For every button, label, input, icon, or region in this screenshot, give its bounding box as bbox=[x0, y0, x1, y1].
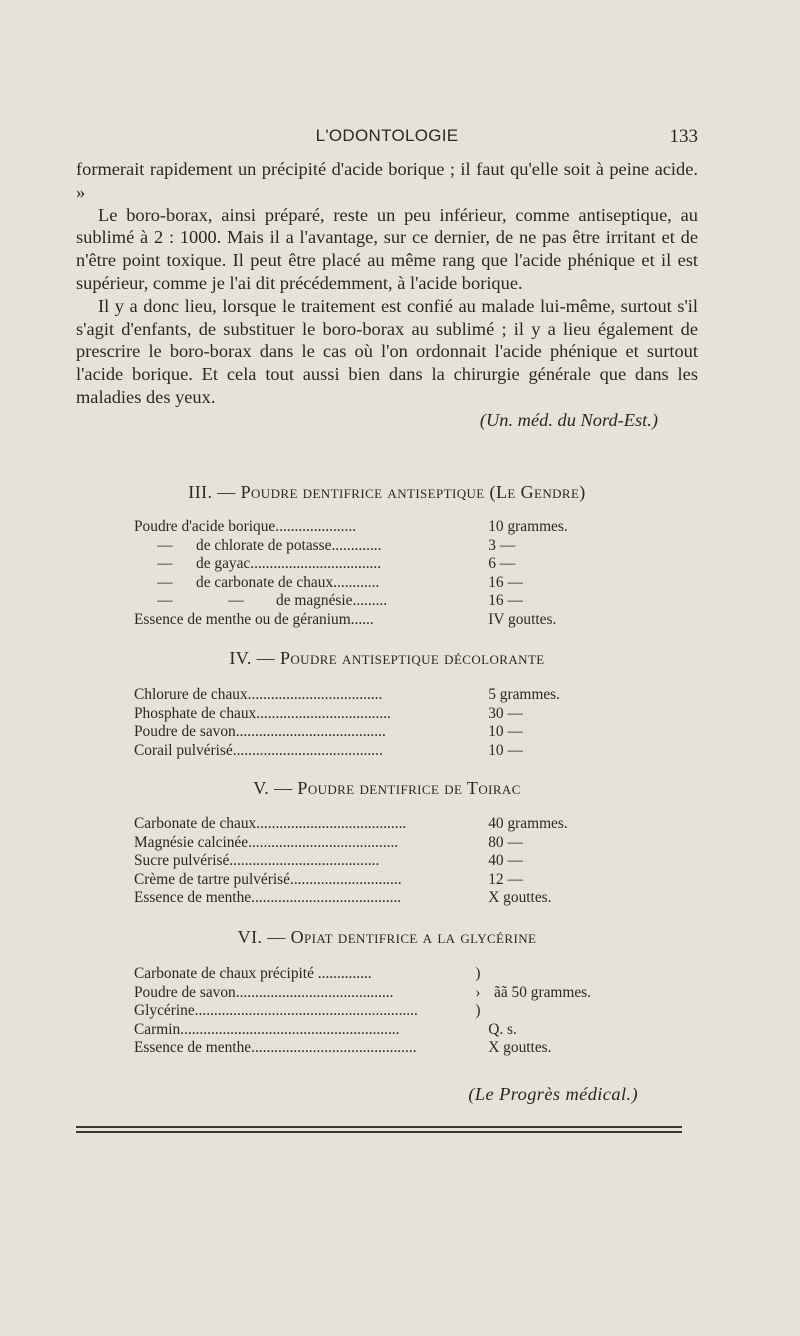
ingredient: Phosphate de chaux................................... bbox=[134, 704, 391, 722]
ditto-mark: — bbox=[157, 555, 173, 573]
quantity: Q. s. bbox=[488, 1020, 517, 1038]
running-title: L'ODONTOLOGIE bbox=[315, 126, 459, 145]
ingredient: Essence de menthe........................................... bbox=[134, 1039, 417, 1057]
ingredient: de chlorate de potasse............. bbox=[196, 536, 382, 554]
section-title-6 bbox=[76, 927, 698, 948]
quantity: X gouttes. bbox=[488, 1039, 552, 1057]
recipe-row bbox=[134, 1002, 634, 1021]
brace-glyph: ) › ) bbox=[475, 965, 481, 1020]
section-number: IV. — bbox=[229, 648, 276, 668]
recipe-row bbox=[134, 852, 634, 871]
recipe-5 bbox=[134, 815, 634, 908]
quantity: 10 — bbox=[488, 741, 523, 759]
recipe-row bbox=[134, 686, 634, 705]
divider-rule bbox=[76, 1126, 682, 1128]
ditto-mark: — bbox=[157, 536, 173, 554]
quantity: 30 — bbox=[488, 704, 523, 722]
recipe-row bbox=[134, 555, 634, 574]
quantity: 40 grammes. bbox=[488, 815, 568, 832]
section-heading: Poudre dentifrice de Toirac bbox=[297, 778, 521, 798]
ditto-mark: — bbox=[228, 592, 244, 610]
ditto-mark: — bbox=[157, 573, 173, 591]
recipe-row bbox=[134, 1021, 634, 1040]
ditto-mark: — bbox=[157, 592, 173, 610]
brace-group bbox=[134, 965, 634, 1021]
section-title-4 bbox=[76, 648, 698, 669]
recipe-row bbox=[134, 518, 634, 537]
quantity: 40 — bbox=[488, 852, 523, 870]
recipe-row bbox=[134, 574, 634, 593]
recipe-row bbox=[134, 834, 634, 853]
section-number: VI. — bbox=[237, 927, 286, 947]
recipe-6 bbox=[134, 965, 634, 1058]
recipe-row bbox=[134, 815, 634, 834]
paragraph-2: Le boro-borax, ainsi préparé, reste un peu inférieur, comme antiseptique, au sublimé à 2 : 1000. Mais il a l'avantage, sur ce dernier, de ne pas être irritant et de n'être point toxique. Il peut être placé au même rang que l'acide phénique et il est supérieur, comme je l'ai dit précédemment, à l'acide borique. bbox=[76, 204, 698, 293]
quantity: IV gouttes. bbox=[488, 610, 557, 628]
recipe-row bbox=[134, 592, 634, 611]
recipe-3 bbox=[134, 518, 634, 630]
recipe-4 bbox=[134, 686, 634, 760]
recipe-row bbox=[134, 723, 634, 742]
section-heading: Opiat dentifrice a la glycérine bbox=[290, 927, 537, 947]
ingredient: Carmin......................................................... bbox=[134, 1020, 400, 1038]
quantity: 3 — bbox=[488, 536, 516, 554]
recipe-row bbox=[134, 742, 634, 761]
page-number: 133 bbox=[669, 126, 698, 147]
ingredient: de gayac.................................. bbox=[196, 555, 382, 573]
ingredient: Essence de menthe ou de géranium...... bbox=[134, 610, 374, 628]
recipe-row bbox=[134, 1039, 634, 1058]
quantity: 16 — bbox=[488, 592, 523, 610]
ingredient: Sucre pulvérisé....................................... bbox=[134, 852, 380, 870]
ingredient: Glycérine.......................................................... bbox=[134, 1002, 418, 1020]
divider-rule bbox=[76, 1131, 682, 1133]
quantity: 10 grammes. bbox=[488, 518, 568, 535]
ingredient: Chlorure de chaux................................... bbox=[134, 686, 383, 703]
quantity: 16 — bbox=[488, 573, 523, 591]
ingredient: de magnésie......... bbox=[276, 592, 388, 610]
quantity: 5 grammes. bbox=[488, 686, 561, 703]
recipe-row bbox=[134, 871, 634, 890]
ingredient: Magnésie calcinée....................................... bbox=[134, 833, 399, 851]
ingredient: Poudre de savon......................................... bbox=[134, 983, 394, 1001]
quantity: X gouttes. bbox=[488, 889, 552, 907]
quantity: 80 — bbox=[488, 833, 523, 851]
ingredient: Essence de menthe....................................... bbox=[134, 889, 402, 907]
section-heading: Poudre dentifrice antiseptique (Le Gendre) bbox=[240, 482, 586, 502]
running-head bbox=[76, 126, 698, 152]
source-citation: (Un. méd. du Nord-Est.) bbox=[479, 409, 658, 430]
ingredient: Crème de tartre pulvérisé............................. bbox=[134, 870, 402, 888]
recipe-row bbox=[134, 889, 634, 908]
section-number: III. — bbox=[188, 482, 236, 502]
recipe-row bbox=[134, 537, 634, 556]
quantity: 6 — bbox=[488, 555, 516, 573]
recipe-row bbox=[134, 965, 634, 984]
recipe-row bbox=[134, 611, 634, 630]
ingredient: Poudre de savon....................................... bbox=[134, 723, 386, 741]
recipe-row bbox=[134, 705, 634, 724]
ingredient: Carbonate de chaux précipité .............. bbox=[134, 965, 372, 982]
section-number: V. — bbox=[253, 778, 293, 798]
section-title-5 bbox=[76, 778, 698, 799]
quantity: 12 — bbox=[488, 870, 523, 888]
body-text bbox=[76, 158, 698, 432]
paragraph-3: Il y a donc lieu, lorsque le traitement est confié au malade lui-même, surtout s'il s'agit d'enfants, de substituer le boro-borax au sublimé ; il y a lieu également de prescrire le boro-borax dans le cas où l'on ordonnait l'acide phénique et surtout l'acide borique. Et cela tout aussi bien dans la chirurgie générale que dans les maladies des yeux. bbox=[76, 295, 698, 407]
ingredient: de carbonate de chaux............ bbox=[196, 573, 380, 591]
quantity: 10 — bbox=[488, 723, 523, 741]
quantity: ãã 50 grammes. bbox=[494, 984, 592, 1001]
ingredient: Carbonate de chaux....................................... bbox=[134, 815, 407, 832]
paragraph-1: formerait rapidement un précipité d'acide borique ; il faut qu'elle soit à peine acide. » bbox=[76, 159, 698, 202]
source-citation-2: (Le Progrès médical.) bbox=[468, 1084, 638, 1104]
section-heading: Poudre antiseptique décolorante bbox=[279, 648, 545, 668]
section-title-3 bbox=[76, 482, 698, 503]
ingredient: Poudre d'acide borique..................... bbox=[134, 518, 357, 535]
ingredient: Corail pulvérisé....................................... bbox=[134, 741, 383, 759]
